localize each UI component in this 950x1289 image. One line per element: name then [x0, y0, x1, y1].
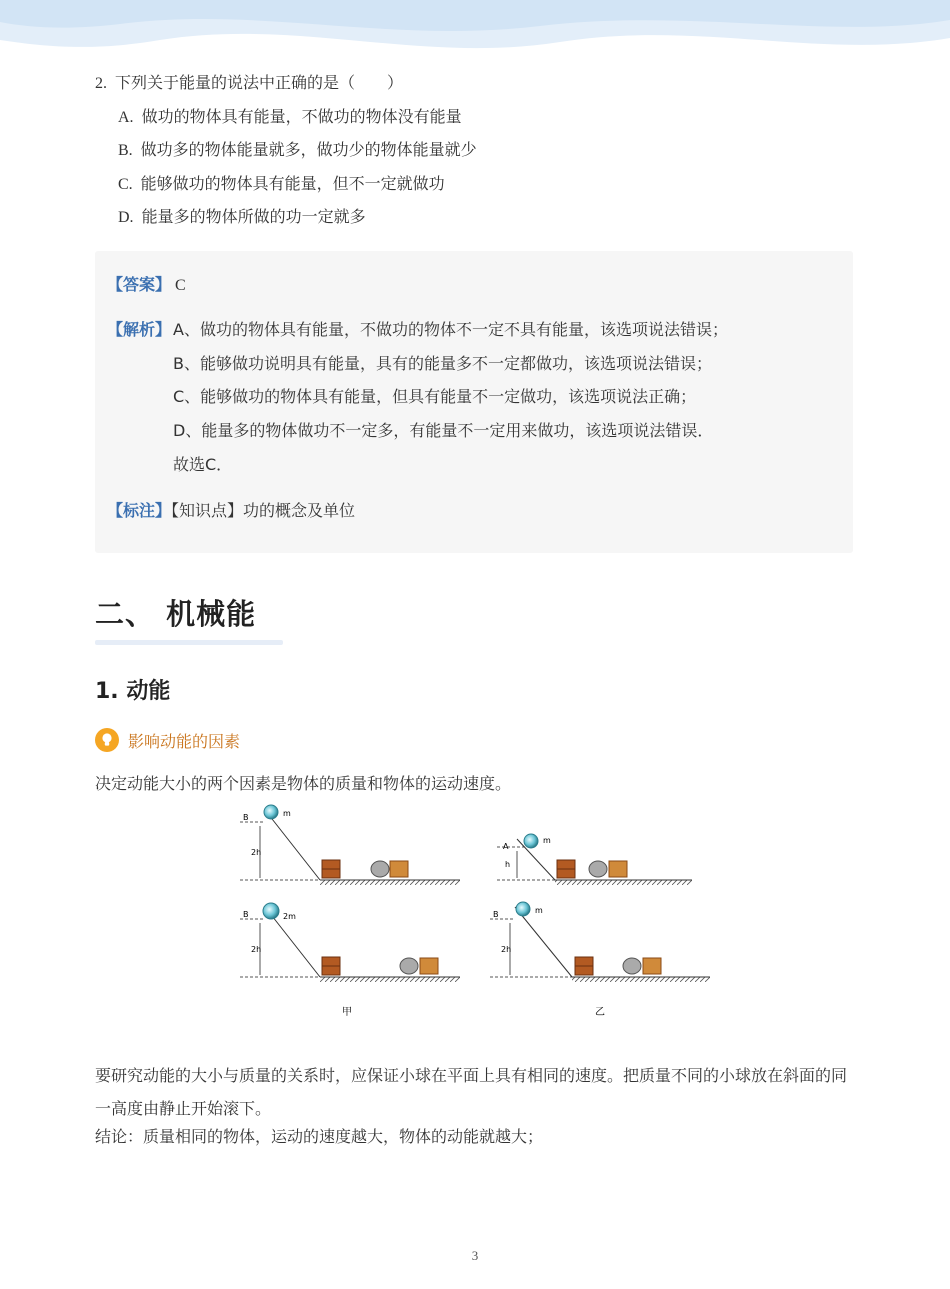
height-label: h: [505, 860, 511, 869]
mass-label: m: [543, 836, 551, 845]
option-a: [95, 106, 477, 140]
question-block: [95, 72, 477, 240]
answer-row: [107, 274, 186, 297]
caption-right: 乙: [595, 1007, 605, 1018]
analysis-tag: 【解析】: [107, 320, 172, 339]
tip-heading: [95, 728, 240, 752]
answer-value: C: [175, 277, 186, 294]
experiment-panel: [240, 903, 460, 982]
experiment-panel: [240, 805, 460, 885]
mass-label: 2m: [283, 912, 296, 921]
option-d: [95, 206, 477, 240]
note-text: 【知识点】功的概念及单位: [171, 501, 356, 520]
section-title: 二、 机械能: [95, 597, 257, 631]
mass-label: m: [535, 906, 543, 915]
experiment-panel: [497, 834, 692, 885]
option-letter: A.: [118, 108, 134, 126]
mass-label: m: [283, 809, 291, 818]
conclusion-paragraph: 结论：质量相同的物体，运动的速度越大，物体的动能就越大；: [95, 1127, 544, 1146]
intro-paragraph: 决定动能大小的两个因素是物体的质量和物体的运动速度。: [95, 774, 512, 793]
note-tag: 【标注】: [107, 501, 172, 520]
analysis-tag-row: [107, 319, 171, 341]
option-text: 做功多的物体能量就多，做功少的物体能量就少: [140, 140, 477, 159]
analysis-line: 故选C．: [173, 455, 233, 474]
option-text: 做功的物体具有能量，不做功的物体没有能量: [141, 106, 462, 126]
analysis-line: B、能够做功说明具有能量，具有的能量多不一定都做功，该选项说法错误；: [173, 354, 712, 373]
top-label: A: [503, 842, 509, 851]
subsection-title: 1. 动能: [95, 679, 171, 704]
analysis-line: D、能量多的物体做功不一定多，有能量不一定用来做功，该选项说法错误．: [173, 421, 714, 440]
top-label: B: [243, 910, 249, 919]
tip-label: 影响动能的因素: [128, 731, 241, 751]
option-letter: D.: [118, 209, 134, 226]
option-text: 能够做功的物体具有能量，但不一定就做功: [140, 173, 445, 193]
height-label: 2h: [251, 945, 262, 954]
page-number: 3: [471, 1248, 479, 1263]
option-letter: C.: [118, 175, 133, 193]
caption-left: 甲: [342, 1007, 352, 1018]
paragraph-mass-relation: 要研究动能的大小与质量的关系时，应保证小球在平面上具有相同的速度。把质量不同的小球放在斜面的同一高度由静止开始滚下。: [95, 1066, 848, 1118]
analysis-line: A、做功的物体具有能量，不做功的物体不一定不具有能量，该选项说法错误；: [173, 320, 728, 339]
option-c: [95, 173, 477, 207]
top-label: B: [243, 813, 249, 822]
question-stem: [95, 72, 477, 106]
answer-tag: 【答案】: [107, 275, 172, 294]
height-label: 2h: [501, 945, 512, 954]
height-label: 2h: [251, 848, 262, 857]
option-text: 能量多的物体所做的功一定就多: [141, 207, 366, 226]
option-letter: B.: [118, 142, 133, 159]
kinetic-energy-experiment-figure: [235, 800, 725, 1025]
section-title-underline: [95, 640, 283, 645]
question-stem-text: 下列关于能量的说法中正确的是（ ）: [115, 73, 404, 92]
experiment-panel: [490, 902, 710, 982]
question-number: 2.: [95, 75, 107, 92]
answer-box: [95, 251, 853, 553]
note-row: [107, 500, 355, 522]
lightbulb-icon: [95, 728, 119, 752]
header-wave-decoration: [0, 0, 950, 70]
top-label: B: [493, 910, 499, 919]
analysis-line: C、能够做功的物体具有能量，但具有能量不一定做功，该选项说法正确；: [173, 387, 697, 406]
option-b: [95, 139, 477, 173]
